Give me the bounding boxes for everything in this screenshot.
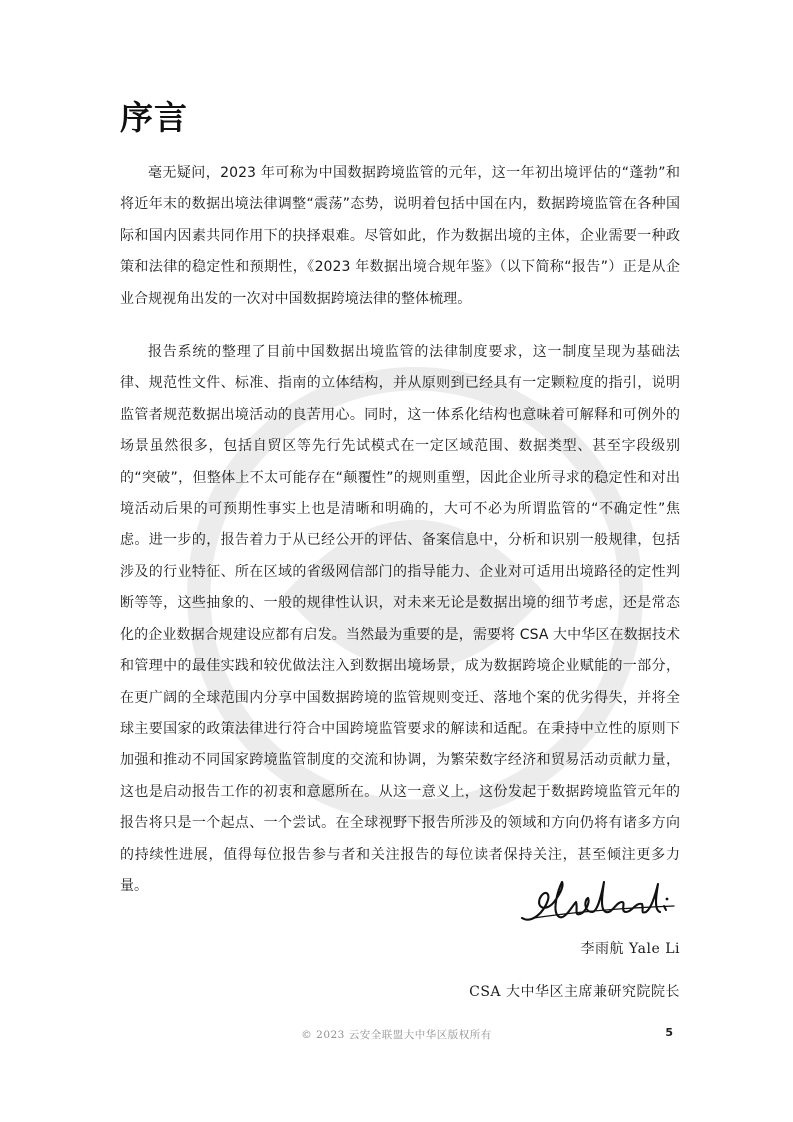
handwritten-signature [514, 872, 684, 932]
preface-body [120, 158, 680, 902]
page-number: 5 [665, 1026, 673, 1039]
author-name: 李雨航 Yale Li [580, 941, 680, 957]
footer-copyright: © 2023 云安全联盟大中华区版权所有 [301, 1029, 492, 1041]
paragraph-1: 毫无疑问，2023 年可称为中国数据跨境监管的元年，这一年初出境评估的“蓬勃”和将近年末的数据出境法律调整“震荡”态势，说明着包括中国在内，数据跨境监管在各种国际和国内因素共同作用下的抉择艰难。尽管如此，作为数据出境的主体，企业需要一种政策和法律的稳定性和预期性，《2023 年数据出境合规年鉴》（以下简称“报告”）正是从企业合规视角出发的一次对中国数据跨境法律的整体梳理。 [120, 165, 680, 307]
author-position: CSA 大中华区主席兼研究院院长 [469, 984, 680, 1000]
paragraph-2: 报告系统的整理了目前中国数据出境监管的法律制度要求，这一制度呈现为基础法律、规范性文件、标准、指南的立体结构，并从原则到已经具有一定颗粒度的指引，说明监管者规范数据出境活动的良苦用心。同时，这一体系化结构也意味着可解释和可例外的场景虽然很多，包括自贸区等先行先试模式在一定区域范围、数据类型、甚至字段级别的“突破”，但整体上不太可能存在“颠覆性”的规则重塑，因此企业所寻求的稳定性和对出境活动后果的可预期性事实上也是清晰和明确的，大可不必为所谓监管的“不确定性”焦虑。进一步的，报告着力于从已经公开的评估、备案信息中，分析和识别一般规律，包括涉及的行业特征、所在区域的省级网信部门的指导能力、企业对可适用出境路径的定性判断等等，这些抽象的、一般的规律性认识，对未来无论是数据出境的细节考虑，还是常态化的企业数据合规建设应都有启发。当然最为重要的是，需要将 CSA 大中华区在数据技术和管理中的最佳实践和较优做法注入到数据出境场景，成为数据跨境企业赋能的一部分，在更广阔的全球范围内分享中国数据跨境的监管规则变迁、落地个案的优劣得失，并将全球主要国家的政策法律进行符合中国跨境监管要求的解读和适配。在秉持中立性的原则下加强和推动不同国家跨境监管制度的交流和协调，为繁荣数字经济和贸易活动贡献力量，这也是启动报告工作的初衷和意愿所在。从这一意义上，这份发起于数据跨境监管元年的报告将只是一个起点、一个尝试。在全球视野下报告所涉及的领域和方向仍将有诸多方向的持续性进展，值得每位报告参与者和关注报告的每位读者保持关注，甚至倾注更多力量。 [120, 344, 680, 894]
page-title: 序言 [120, 98, 188, 137]
